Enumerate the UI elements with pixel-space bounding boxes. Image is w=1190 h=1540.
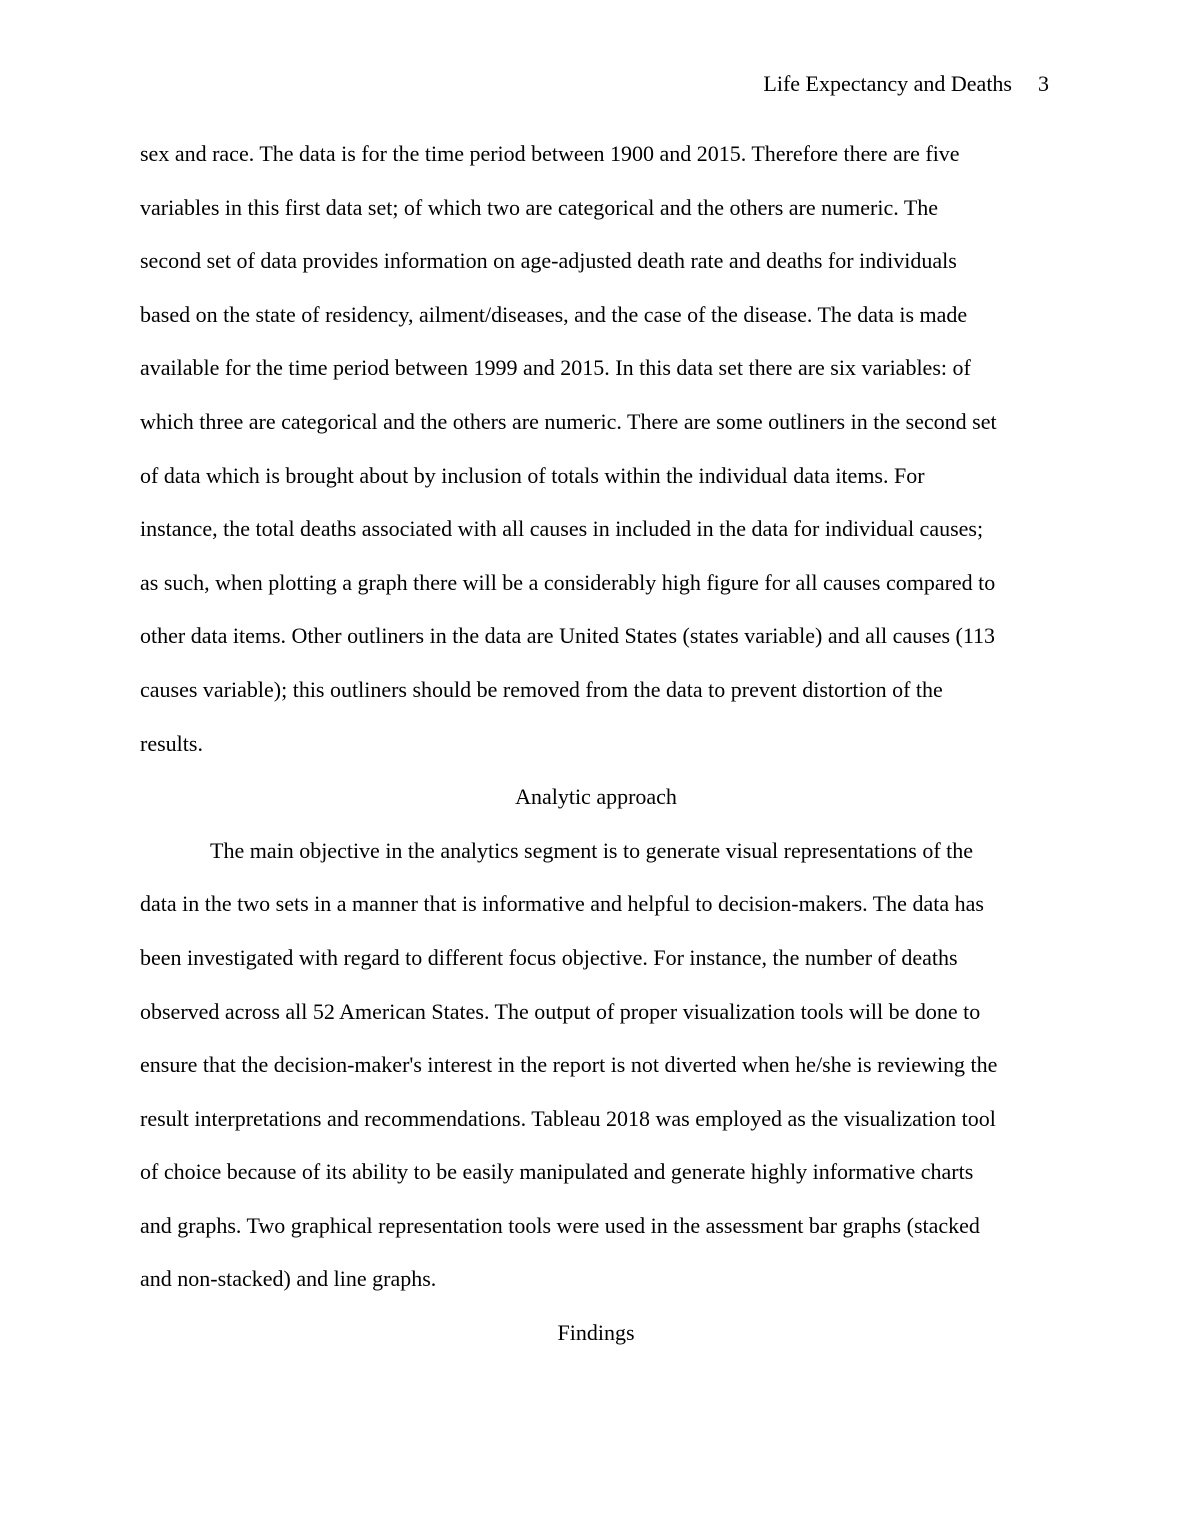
paragraph-line: of choice because of its ability to be easily manipulated and generate highly informative charts xyxy=(140,1159,974,1185)
paragraph-line: result interpretations and recommendations. Tableau 2018 was employed as the visualization tool xyxy=(140,1105,996,1131)
section-heading-findings: Findings xyxy=(557,1320,635,1346)
paragraph-line: as such, when plotting a graph there will be a considerably high figure for all causes compared to xyxy=(140,569,996,595)
paragraph-line: and graphs. Two graphical representation tools were used in the assessment bar graphs (stacked xyxy=(140,1212,980,1238)
running-title: Life Expectancy and Deaths xyxy=(763,71,1012,96)
page-number: 3 xyxy=(1038,71,1049,96)
paragraph-line: which three are categorical and the others are numeric. There are some outliners in the second set xyxy=(140,408,997,434)
running-head xyxy=(763,70,1049,98)
paragraph-line: data in the two sets in a manner that is informative and helpful to decision-makers. The data has xyxy=(140,891,984,917)
paragraph-line: available for the time period between 1999 and 2015. In this data set there are six variables: of xyxy=(140,355,971,381)
paragraph-analytic-approach xyxy=(140,837,1052,1319)
section-heading-analytic-approach: Analytic approach xyxy=(515,784,677,810)
paragraph-line: ensure that the decision-maker's interest in the report is not diverted when he/she is reviewing the xyxy=(140,1052,998,1078)
paragraph-line: results. xyxy=(140,730,203,756)
paragraph-line: The main objective in the analytics segment is to generate visual representations of the xyxy=(210,837,974,863)
paragraph-line: of data which is brought about by inclusion of totals within the individual data items. For xyxy=(140,462,925,488)
paragraph-line: other data items. Other outliners in the data are United States (states variable) and all causes (113 xyxy=(140,623,996,649)
paragraph-line: second set of data provides information on age-adjusted death rate and deaths for individuals xyxy=(140,248,957,274)
paragraph-line: causes variable); this outliners should be removed from the data to prevent distortion of the xyxy=(140,676,943,702)
paragraph-line: observed across all 52 American States. The output of proper visualization tools will be done to xyxy=(140,998,981,1024)
paragraph-line: variables in this first data set; of which two are categorical and the others are numeric. The xyxy=(140,194,939,220)
paragraph-data-description xyxy=(140,140,1052,783)
paragraph-line: and non-stacked) and line graphs. xyxy=(140,1266,437,1292)
paragraph-line: sex and race. The data is for the time period between 1900 and 2015. Therefore there are five xyxy=(140,141,960,166)
paragraph-line: been investigated with regard to different focus objective. For instance, the number of deaths xyxy=(140,944,958,970)
paragraph-line: instance, the total deaths associated with all causes in included in the data for individual causes; xyxy=(140,516,984,542)
document-body xyxy=(140,140,1052,1373)
paragraph-line: based on the state of residency, ailment/diseases, and the case of the disease. The data is made xyxy=(140,301,968,327)
